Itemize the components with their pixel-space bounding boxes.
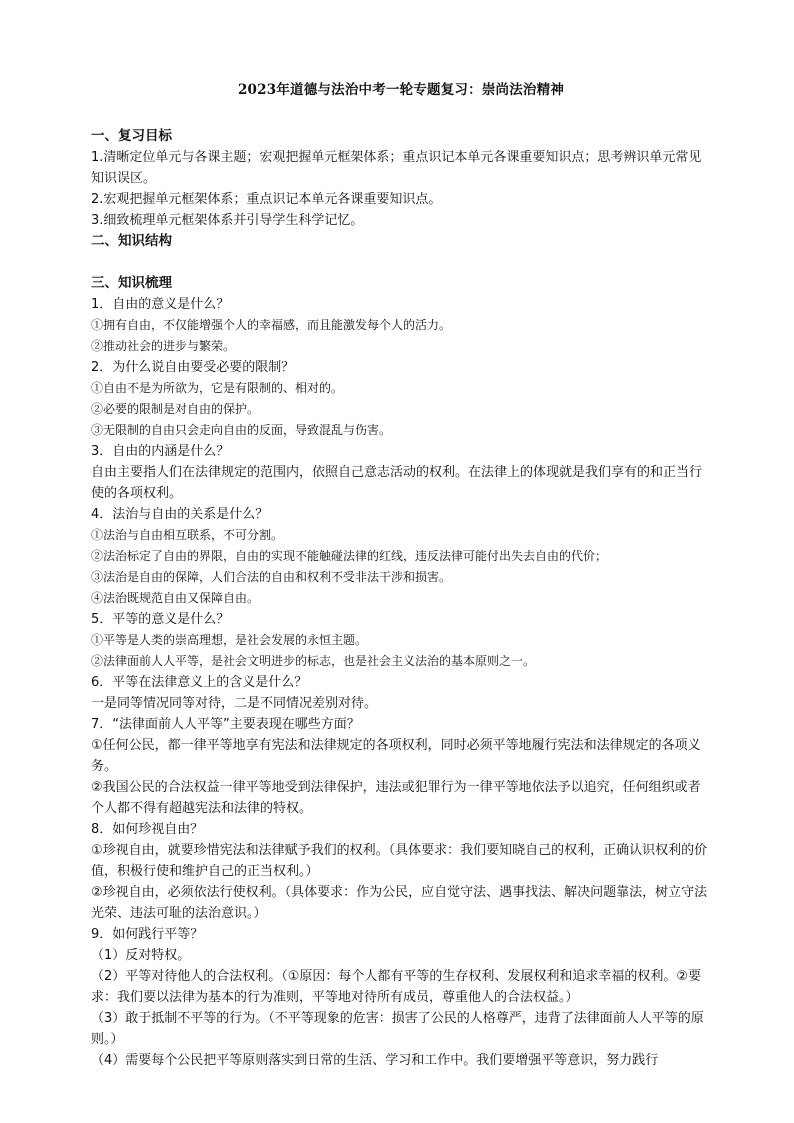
answer: ②推动社会的进步与繁荣。: [91, 339, 236, 353]
answer: ③无限制的自由只会走向自由的反面，导致混乱与伤害。: [91, 423, 392, 437]
answer: ②珍视自由，必须依法行使权利。（具体要求：作为公民，应自觉守法、遇事找法、解决问题靠法，树立守法光荣、违法可耻的法治意识。）: [91, 885, 708, 921]
section-heading-knowledge-structure: 二、知识结构: [91, 233, 172, 249]
goal-item: 3.细致梳理单元框架体系并引导学生科学记忆。: [91, 213, 364, 228]
answer: ①平等是人类的崇高理想，是社会发展的永恒主题。: [91, 633, 368, 647]
question: 1．自由的意义是什么？: [91, 297, 230, 312]
question: 2．为什么说自由要受必要的限制？: [91, 360, 295, 375]
answer: 一是同等情况同等对待，二是不同情况差别对待。: [91, 696, 378, 711]
section-heading-review-goals: 一、复习目标: [91, 128, 172, 144]
answer: （3）敢于抵制不平等的行为。（不平等现象的危害：损害了公民的人格尊严，违背了法律面前人人平等的原则。）: [91, 1011, 704, 1047]
question: 8．如何珍视自由？: [91, 822, 204, 837]
answer: ④法治既规范自由又保障自由。: [91, 591, 260, 605]
knowledge-structure-placeholder: [91, 252, 711, 273]
question: 7．“法律面前人人平等”主要表现在哪些方面？: [91, 717, 360, 732]
question: 9．如何践行平等？: [91, 927, 204, 942]
answer: 自由主要指人们在法律规定的范围内，依照自己意志活动的权利。在法律上的体现就是我们享有的和正当行使的各项权利。: [91, 465, 703, 501]
answer: ②法律面前人人平等，是社会文明进步的标志，也是社会主义法治的基本原则之一。: [91, 654, 536, 668]
question: 6．平等在法律意义上的含义是什么？: [91, 675, 308, 690]
goal-item: 1.清晰定位单元与各课主题；宏观把握单元框架体系；重点识记本单元各课重要知识点；思考辨识单元常见知识误区。: [91, 150, 702, 186]
answer: ②法治标定了自由的界限，自由的实现不能触碰法律的红线，违反法律可能付出失去自由的代价；: [91, 549, 608, 563]
answer: （4）需要每个公民把平等原则落实到日常的生活、学习和工作中。我们要增强平等意识，努力践行: [91, 1053, 659, 1068]
answer: ①拥有自由，不仅能增强个人的幸福感，而且能激发每个人的活力。: [91, 318, 452, 332]
answer: （1）反对特权。: [91, 948, 191, 963]
question: 3．自由的内涵是什么？: [91, 444, 230, 459]
answer: ②我国公民的合法权益一律平等地受到法律保护，违法或犯罪行为一律平等地依法予以追究，任何组织或者个人都不得有超越宪法和法律的特权。: [91, 780, 701, 816]
answer: ①自由不是为所欲为，它是有限制的、相对的。: [91, 381, 344, 395]
section-heading-knowledge-review: 三、知识梳理: [91, 275, 172, 291]
question: 5．平等的意义是什么？: [91, 612, 230, 627]
goal-item: 2.宏观把握单元框架体系；重点识记本单元各课重要知识点。: [91, 192, 442, 207]
document-page: [91, 74, 711, 1071]
answer: ①法治与自由相互联系，不可分割。: [91, 528, 284, 542]
document-title: 2023年道德与法治中考一轮专题复习：崇尚法治精神: [237, 82, 565, 98]
answer: ②必要的限制是对自由的保护。: [91, 402, 260, 416]
answer: ③法治是自由的保障，人们合法的自由和权利不受非法干涉和损害。: [91, 570, 452, 584]
question: 4．法治与自由的关系是什么？: [91, 507, 269, 522]
answer: ①任何公民，都一律平等地享有宪法和法律规定的各项权利，同时必须平等地履行宪法和法律规定的各项义务。: [91, 738, 701, 774]
answer: （2）平等对待他人的合法权利。（①原因：每个人都有平等的生存权利、发展权利和追求幸福的权利。②要求：我们要以法律为基本的行为准则，平等地对待所有成员，尊重他人的合法权益。）: [91, 969, 702, 1005]
answer: ①珍视自由，就要珍惜宪法和法律赋予我们的权利。（具体要求：我们要知晓自己的权利，正确认识权利的价值，积极行使和维护自己的正当权利。）: [91, 843, 708, 879]
